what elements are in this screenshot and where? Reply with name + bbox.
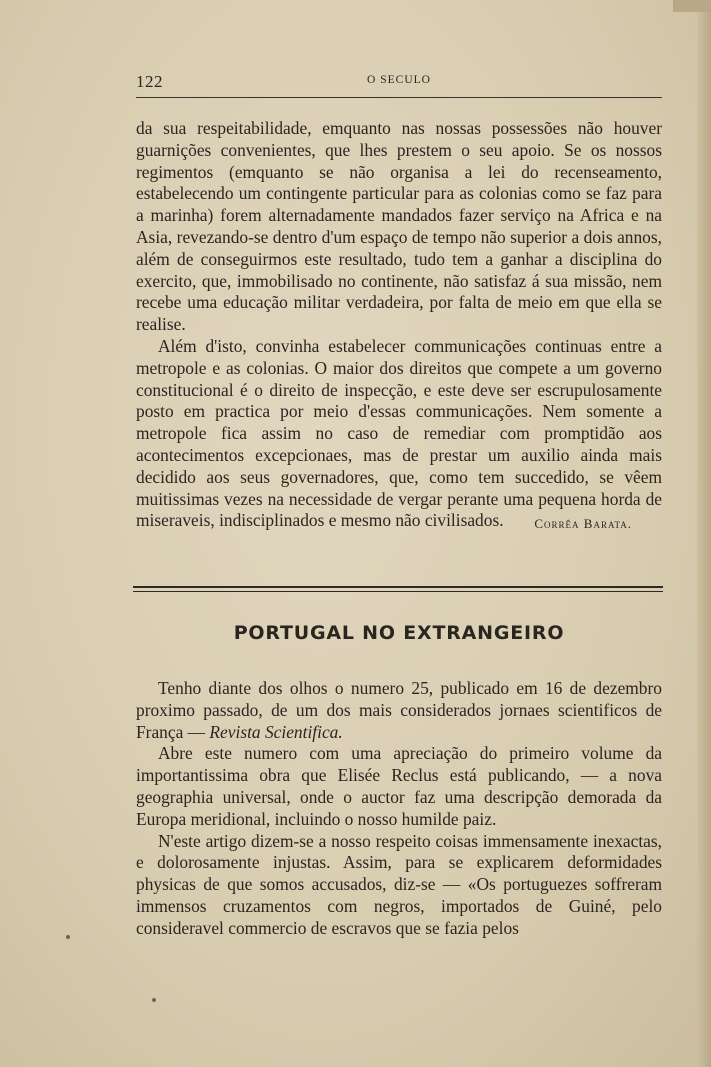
page-header — [136, 72, 662, 94]
journal-title: Revista Scientifica. — [209, 721, 343, 742]
page-edge — [697, 0, 711, 1067]
header-rule — [136, 97, 662, 98]
section-title: PORTUGAL NO EXTRANGEIRO — [233, 622, 565, 644]
section-divider — [133, 586, 663, 594]
paragraph: da sua respeitabilidade, emquanto nas nossas possessões não houver guarnições convenientes, que lhes prestem o seu apoio. Se os nossos regimentos (emquanto se não organisa a lei do recenseamento, estabelecendo um contingente particular para as colonias como se faz para a marinha) forem alternadamente mandados fazer serviço na Africa e na Asia, revezando-se dentro d'um espaço de tempo não superior a dois annos, além de conseguirmos este resultado, tudo tem a ganhar a disciplina do exercito, que, immobilisado no continente, não satisfaz á sua missão, nem recebe uma educação militar verdadeira, por falta de meio em que ella se realise. — [136, 118, 662, 335]
paragraph-text: Além d'isto, convinha estabelecer communicações continuas entre a metropole e as colonias. O maior dos direitos que compete a um governo constitucional é o direito de inspecção, e este deve ser escrupulosamente posto em practica por meio d'essas communicações. Nem somente a metropole fica assim no caso de remediar com promptidão aos acontecimentos excepcionaes, mas de prestar um auxilio ainda mais decidido aos seus governadores, que, como tem succedido, se vêem muitissimas vezes na necessidade de vergar perante uma pequena horda de miseraveis, indisciplinados e mesmo não civilisados. — [136, 335, 662, 531]
page-corner — [673, 0, 711, 12]
paper-speck — [66, 935, 70, 939]
paragraph: Abre este numero com uma apreciação do primeiro volume da importantissima obra que Elisée Reclus está publicando, — a nova geographia universal, onde o auctor faz uma descripção demorada da Europa meridional, incluindo o nosso humilde paiz. — [136, 743, 662, 829]
paragraph-text: Tenho diante dos olhos o numero 25, publicado em 16 de dezembro proximo passado, de um dos mais considerados jornaes scientificos de França — — [136, 678, 662, 742]
author-signature: Corrêa Barata. — [534, 516, 632, 532]
paper-speck — [152, 998, 156, 1002]
running-head: O SECULO — [367, 74, 431, 86]
paragraph — [136, 336, 662, 532]
paragraph: N'este artigo dizem-se a nosso respeito coisas immensamente inexactas, e dolorosamente injustas. Assim, para se explicarem deformidades physicas de que somos accusados, diz-se — «Os portuguezes soffreram immensos cruzamentos com negros, importados de Guiné, pelo consideravel commercio de escravos que se fazia pelos — [136, 830, 662, 938]
article-continuation — [136, 118, 662, 535]
article-body — [136, 678, 662, 940]
page-number: 122 — [136, 72, 163, 91]
paragraph — [136, 678, 662, 743]
